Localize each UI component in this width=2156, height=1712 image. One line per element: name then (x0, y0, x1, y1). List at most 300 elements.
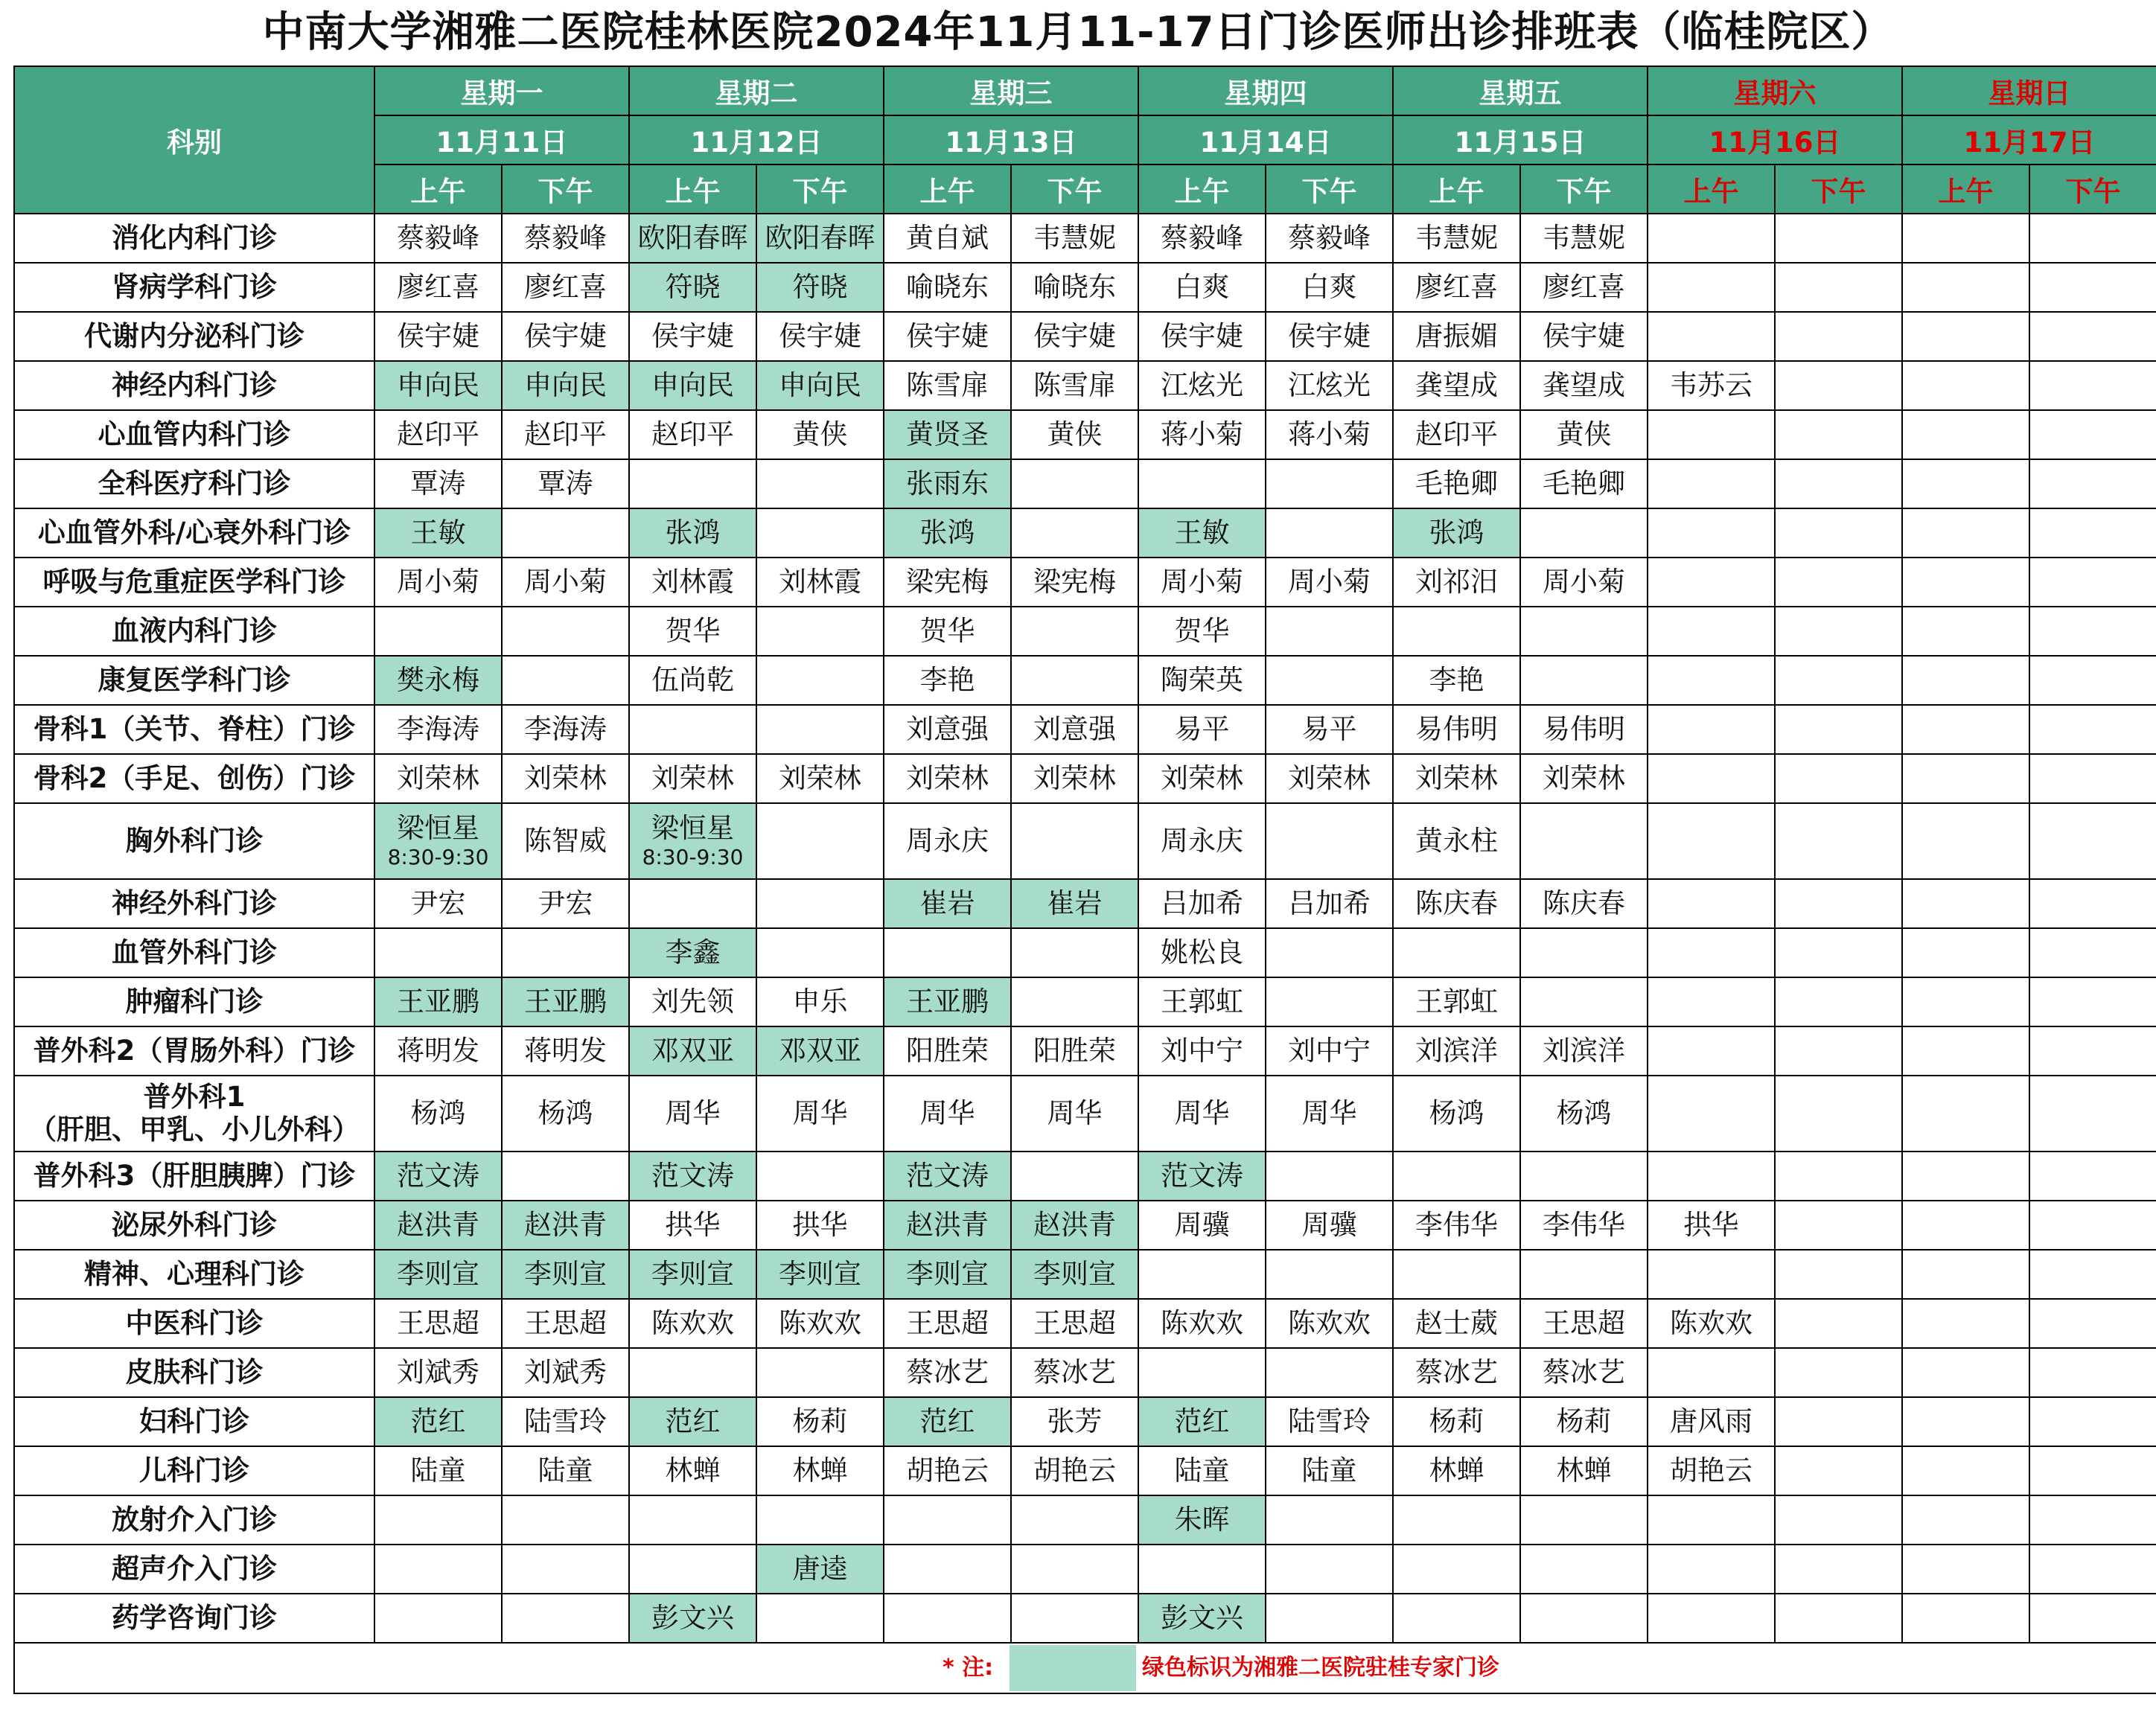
doctor-cell (1902, 928, 2029, 977)
date-header: 11月14日 (1138, 115, 1393, 165)
doctor-name: 蒋小菊 (1161, 418, 1243, 450)
department-name (14, 410, 374, 459)
weekday-header: 星期五 (1393, 66, 1648, 115)
doctor-cell (1902, 1299, 2029, 1348)
department-name (14, 508, 374, 558)
department-name (14, 656, 374, 705)
table-row (14, 361, 2156, 410)
doctor-name: 赵印平 (397, 418, 479, 450)
doctor-cell (756, 410, 884, 459)
doctor-name: 陆童 (1301, 1454, 1357, 1486)
doctor-name: 蒋小菊 (1288, 418, 1371, 450)
doctor-cell (1266, 1201, 1393, 1250)
doctor-cell (884, 1545, 1011, 1594)
afternoon-header: 下午 (756, 165, 884, 214)
weekday-header: 星期二 (629, 66, 884, 115)
doctor-cell (1775, 1201, 1902, 1250)
doctor-cell (1775, 1076, 1902, 1152)
doctor-name: 黄侠 (1556, 418, 1612, 450)
doctor-cell (1011, 879, 1138, 928)
doctor-cell (1520, 656, 1648, 705)
doctor-name: 蒋明发 (524, 1035, 607, 1067)
doctor-cell (1902, 1250, 2029, 1299)
doctor-name: 王敏 (1174, 517, 1230, 549)
doctor-name: 陆雪玲 (1288, 1405, 1371, 1437)
doctor-name: 拱华 (792, 1209, 848, 1241)
doctor-cell (1138, 656, 1266, 705)
doctor-name: 陈庆春 (1415, 887, 1498, 919)
doctor-cell (1138, 459, 1266, 508)
date-header: 11月13日 (884, 115, 1138, 165)
afternoon-header: 下午 (1775, 165, 1902, 214)
doctor-name: 韦慧妮 (1415, 222, 1498, 254)
doctor-cell (756, 263, 884, 312)
doctor-name: 毛艳卿 (1415, 467, 1498, 499)
department-name (14, 214, 374, 263)
doctor-name: 赵洪青 (397, 1209, 479, 1241)
doctor-cell (502, 754, 629, 803)
doctor-cell (2029, 607, 2156, 656)
doctor-cell (756, 1026, 884, 1076)
doctor-name: 周华 (1047, 1097, 1103, 1129)
department-name (14, 263, 374, 312)
department-name (14, 607, 374, 656)
table-row (14, 656, 2156, 705)
doctor-name: 刘荣林 (651, 762, 734, 794)
table-row (14, 705, 2156, 754)
department-name (14, 1495, 374, 1545)
doctor-cell (1648, 214, 1775, 263)
doctor-cell (502, 879, 629, 928)
doctor-cell (1266, 1446, 1393, 1495)
doctor-cell (1393, 361, 1520, 410)
doctor-name: 王亚鹏 (906, 986, 989, 1018)
doctor-name: 易伟明 (1415, 713, 1498, 745)
weekday-header: 星期四 (1138, 66, 1393, 115)
doctor-cell (756, 754, 884, 803)
doctor-cell (1266, 1397, 1393, 1446)
doctor-cell (1775, 977, 1902, 1026)
doctor-cell (374, 1026, 502, 1076)
department-label: 精神、心理科门诊 (84, 1258, 304, 1290)
doctor-cell (1520, 1348, 1648, 1397)
doctor-name: 杨鸿 (410, 1097, 466, 1129)
doctor-cell (1138, 1201, 1266, 1250)
doctor-cell (1266, 977, 1393, 1026)
doctor-cell (374, 656, 502, 705)
table-row (14, 263, 2156, 312)
doctor-name: 申向民 (651, 369, 734, 401)
doctor-name: 刘荣林 (397, 762, 479, 794)
doctor-cell (2029, 508, 2156, 558)
department-name (14, 705, 374, 754)
doctor-cell (374, 1348, 502, 1397)
afternoon-header: 下午 (1266, 165, 1393, 214)
doctor-cell (884, 1201, 1011, 1250)
department-name (14, 1152, 374, 1201)
doctor-cell (1775, 754, 1902, 803)
doctor-cell (756, 1348, 884, 1397)
doctor-cell (756, 312, 884, 361)
doctor-cell (1393, 754, 1520, 803)
doctor-name: 唐风雨 (1670, 1405, 1752, 1437)
doctor-name: 吕加希 (1288, 887, 1371, 919)
doctor-cell (884, 312, 1011, 361)
doctor-cell (1520, 361, 1648, 410)
doctor-name: 廖红喜 (524, 271, 607, 303)
doctor-name: 吕加希 (1161, 887, 1243, 919)
doctor-cell (884, 410, 1011, 459)
department-name (14, 1397, 374, 1446)
doctor-cell (884, 361, 1011, 410)
department-name (14, 1076, 374, 1152)
doctor-cell (1011, 1545, 1138, 1594)
doctor-name: 廖红喜 (1543, 271, 1625, 303)
weekday-header: 星期六 (1648, 66, 1902, 115)
doctor-name: 黄侠 (1047, 418, 1103, 450)
doctor-cell (884, 1348, 1011, 1397)
doctor-name: 侯宇婕 (397, 320, 479, 352)
doctor-name: 梁恒星 (651, 812, 734, 844)
doctor-cell (1393, 1545, 1520, 1594)
department-label: 血液内科门诊 (112, 615, 277, 647)
doctor-name: 陶荣英 (1161, 664, 1243, 696)
doctor-name: 刘荣林 (1033, 762, 1116, 794)
doctor-cell (629, 928, 756, 977)
doctor-cell (1138, 1545, 1266, 1594)
morning-header: 上午 (884, 165, 1011, 214)
doctor-cell (1775, 656, 1902, 705)
doctor-name: 张鸿 (665, 517, 721, 549)
doctor-name: 唐振媚 (1415, 320, 1498, 352)
doctor-name: 杨鸿 (538, 1097, 593, 1129)
doctor-cell (1520, 1495, 1648, 1545)
doctor-name: 赵洪青 (524, 1209, 607, 1241)
doctor-name: 申向民 (779, 369, 861, 401)
doctor-name: 崔岩 (919, 887, 975, 919)
doctor-cell (629, 1594, 756, 1643)
doctor-name: 刘先领 (651, 986, 734, 1018)
doctor-name: 韦苏云 (1670, 369, 1752, 401)
doctor-cell (2029, 1152, 2156, 1201)
doctor-cell (502, 1446, 629, 1495)
doctor-cell (1011, 361, 1138, 410)
department-label: 肾病学科门诊 (112, 271, 277, 303)
doctor-cell (1520, 1076, 1648, 1152)
doctor-name: 王思超 (906, 1307, 989, 1339)
doctor-cell (1648, 1594, 1775, 1643)
doctor-name: 赵士葳 (1415, 1307, 1498, 1339)
doctor-cell (1011, 803, 1138, 879)
doctor-cell (1648, 312, 1775, 361)
morning-header: 上午 (1138, 165, 1266, 214)
doctor-cell (629, 1397, 756, 1446)
doctor-cell (1138, 1026, 1266, 1076)
doctor-cell (1902, 1446, 2029, 1495)
doctor-name: 赵洪青 (1033, 1209, 1116, 1241)
doctor-cell (502, 803, 629, 879)
doctor-cell (1648, 1446, 1775, 1495)
doctor-cell (629, 312, 756, 361)
doctor-name: 周永庆 (1161, 825, 1243, 857)
doctor-name: 王郭虹 (1415, 986, 1498, 1018)
doctor-cell (1266, 1250, 1393, 1299)
doctor-cell (1393, 558, 1520, 607)
doctor-name: 刘祁汨 (1415, 566, 1498, 598)
doctor-cell (1520, 263, 1648, 312)
doctor-cell (1648, 459, 1775, 508)
doctor-cell (1775, 1545, 1902, 1594)
doctor-name: 刘意强 (1033, 713, 1116, 745)
footnote-text: 绿色标识为湘雅二医院驻桂专家门诊 (1142, 1655, 1499, 1681)
doctor-cell (1138, 1152, 1266, 1201)
doctor-cell (1775, 879, 1902, 928)
doctor-name: 陈雪扉 (906, 369, 989, 401)
doctor-name: 范文涛 (906, 1160, 989, 1192)
doctor-cell (884, 1594, 1011, 1643)
doctor-name: 范文涛 (651, 1160, 734, 1192)
doctor-cell (1266, 1495, 1393, 1545)
doctor-name: 刘荣林 (1161, 762, 1243, 794)
doctor-name: 林蝉 (665, 1454, 721, 1486)
doctor-cell (2029, 1250, 2156, 1299)
doctor-name: 覃涛 (538, 467, 593, 499)
doctor-name: 江炫光 (1161, 369, 1243, 401)
doctor-name: 梁恒星 (397, 812, 479, 844)
doctor-name: 阳胜荣 (1033, 1035, 1116, 1067)
doctor-cell (502, 508, 629, 558)
doctor-cell (1266, 1152, 1393, 1201)
doctor-cell (1902, 1076, 2029, 1152)
doctor-cell (1902, 607, 2029, 656)
department-label: 普外科1 (143, 1081, 246, 1113)
doctor-cell (1648, 1250, 1775, 1299)
doctor-name: 侯宇婕 (1161, 320, 1243, 352)
doctor-cell (629, 1201, 756, 1250)
doctor-name: 唐逵 (792, 1553, 848, 1585)
doctor-name: 范红 (1174, 1405, 1230, 1437)
doctor-cell (1648, 928, 1775, 977)
doctor-cell (2029, 1026, 2156, 1076)
doctor-cell (1775, 1446, 1902, 1495)
doctor-cell (756, 361, 884, 410)
doctor-cell (1138, 879, 1266, 928)
doctor-cell (2029, 312, 2156, 361)
doctor-name: 喻晓东 (906, 271, 989, 303)
doctor-name: 刘荣林 (1543, 762, 1625, 794)
doctor-cell (2029, 656, 2156, 705)
doctor-cell (1266, 1076, 1393, 1152)
doctor-name: 侯宇婕 (524, 320, 607, 352)
doctor-cell (1775, 803, 1902, 879)
department-name (14, 1250, 374, 1299)
doctor-cell (1775, 1348, 1902, 1397)
doctor-cell (1902, 1594, 2029, 1643)
doctor-cell (1648, 1076, 1775, 1152)
doctor-name: 范文涛 (1161, 1160, 1243, 1192)
doctor-name: 陆童 (1174, 1454, 1230, 1486)
doctor-cell (1902, 1152, 2029, 1201)
doctor-cell (1520, 705, 1648, 754)
doctor-cell (374, 754, 502, 803)
doctor-cell (2029, 558, 2156, 607)
doctor-cell (502, 1397, 629, 1446)
doctor-cell (502, 1348, 629, 1397)
doctor-cell (1011, 1201, 1138, 1250)
date-header: 11月11日 (374, 115, 629, 165)
doctor-cell (884, 1250, 1011, 1299)
doctor-cell (1648, 361, 1775, 410)
doctor-name: 刘林霞 (779, 566, 861, 598)
doctor-cell (884, 705, 1011, 754)
doctor-name: 易平 (1301, 713, 1357, 745)
department-name (14, 803, 374, 879)
doctor-cell (502, 1545, 629, 1594)
doctor-name: 陆童 (410, 1454, 466, 1486)
table-row (14, 1076, 2156, 1152)
doctor-cell (1648, 1152, 1775, 1201)
doctor-name: 黄永柱 (1415, 825, 1498, 857)
doctor-name: 周骥 (1174, 1209, 1230, 1241)
doctor-name: 王思超 (524, 1307, 607, 1339)
doctor-name: 尹宏 (410, 887, 466, 919)
doctor-cell (1648, 1348, 1775, 1397)
doctor-name: 蔡毅峰 (1288, 222, 1371, 254)
doctor-cell (502, 1076, 629, 1152)
doctor-name: 蔡毅峰 (397, 222, 479, 254)
doctor-cell (1902, 803, 2029, 879)
doctor-name: 贺华 (1174, 615, 1230, 647)
doctor-cell (374, 558, 502, 607)
doctor-name: 张鸿 (1429, 517, 1484, 549)
doctor-name: 陈欢欢 (1288, 1307, 1371, 1339)
doctor-name: 杨鸿 (1556, 1097, 1612, 1129)
dept-column-header: 科别 (14, 66, 374, 214)
doctor-cell (374, 705, 502, 754)
department-label: 肿瘤科门诊 (125, 986, 264, 1018)
doctor-cell (1138, 607, 1266, 656)
doctor-name: 韦慧妮 (1033, 222, 1116, 254)
doctor-name: 拱华 (1683, 1209, 1739, 1241)
doctor-name: 杨莉 (1429, 1405, 1484, 1437)
doctor-name: 范红 (665, 1405, 721, 1437)
doctor-name: 韦慧妮 (1543, 222, 1625, 254)
doctor-cell (756, 1495, 884, 1545)
doctor-cell (1011, 1495, 1138, 1545)
doctor-cell (502, 928, 629, 977)
doctor-name: 周小菊 (1543, 566, 1625, 598)
doctor-name: 刘林霞 (651, 566, 734, 598)
department-name (14, 558, 374, 607)
department-name (14, 1446, 374, 1495)
time-slot: 8:30-9:30 (642, 845, 744, 869)
doctor-name: 毛艳卿 (1543, 467, 1625, 499)
doctor-cell (1902, 977, 2029, 1026)
doctor-cell (629, 1446, 756, 1495)
doctor-name: 张雨东 (906, 467, 989, 499)
doctor-cell (1648, 410, 1775, 459)
doctor-name: 王亚鹏 (524, 986, 607, 1018)
doctor-cell (1520, 214, 1648, 263)
doctor-cell (884, 508, 1011, 558)
doctor-cell (1648, 1299, 1775, 1348)
doctor-cell (502, 705, 629, 754)
table-row (14, 607, 2156, 656)
doctor-cell (2029, 1594, 2156, 1643)
doctor-cell (2029, 361, 2156, 410)
doctor-cell (1648, 1545, 1775, 1594)
doctor-name: 尹宏 (538, 887, 593, 919)
doctor-cell (756, 1299, 884, 1348)
doctor-cell (1138, 1397, 1266, 1446)
doctor-cell (756, 928, 884, 977)
doctor-name: 白爽 (1174, 271, 1230, 303)
doctor-name: 江炫光 (1288, 369, 1371, 401)
doctor-cell (1011, 508, 1138, 558)
doctor-cell (1775, 459, 1902, 508)
doctor-cell (502, 1594, 629, 1643)
doctor-cell (374, 312, 502, 361)
doctor-name: 周小菊 (397, 566, 479, 598)
doctor-name: 李则宣 (524, 1258, 607, 1290)
doctor-cell (1266, 508, 1393, 558)
doctor-cell (1775, 312, 1902, 361)
doctor-name: 蔡毅峰 (524, 222, 607, 254)
doctor-cell (1648, 705, 1775, 754)
doctor-cell (1520, 607, 1648, 656)
doctor-cell (756, 1594, 884, 1643)
doctor-name: 王亚鹏 (397, 986, 479, 1018)
doctor-name: 范红 (410, 1405, 466, 1437)
doctor-cell (502, 410, 629, 459)
doctor-cell (2029, 928, 2156, 977)
doctor-cell (1011, 1026, 1138, 1076)
doctor-cell (502, 1152, 629, 1201)
doctor-name: 周华 (1174, 1097, 1230, 1129)
department-label: 普外科2（胃肠外科）门诊 (33, 1035, 356, 1067)
doctor-cell (1775, 1495, 1902, 1545)
doctor-cell (1011, 1299, 1138, 1348)
doctor-cell (1266, 312, 1393, 361)
doctor-name: 刘滨洋 (1415, 1035, 1498, 1067)
doctor-cell (1520, 1299, 1648, 1348)
doctor-cell (2029, 803, 2156, 879)
doctor-name: 刘滨洋 (1543, 1035, 1625, 1067)
footnote (14, 1643, 2156, 1693)
doctor-cell (374, 879, 502, 928)
doctor-cell (1266, 1348, 1393, 1397)
doctor-name: 黄侠 (792, 418, 848, 450)
doctor-cell (1393, 1299, 1520, 1348)
afternoon-header: 下午 (2029, 165, 2156, 214)
table-body (14, 214, 2156, 1643)
doctor-cell (1393, 214, 1520, 263)
doctor-cell (1902, 1545, 2029, 1594)
department-name (14, 1545, 374, 1594)
doctor-cell (1138, 1250, 1266, 1299)
department-label: 普外科3（肝胆胰脾）门诊 (33, 1160, 356, 1192)
doctor-cell (1266, 879, 1393, 928)
doctor-cell (884, 754, 1011, 803)
doctor-cell (1902, 879, 2029, 928)
doctor-name: 易平 (1174, 713, 1230, 745)
doctor-cell (2029, 459, 2156, 508)
doctor-cell (374, 459, 502, 508)
doctor-name: 伍尚乾 (651, 664, 734, 696)
doctor-cell (1011, 410, 1138, 459)
doctor-name: 彭文兴 (1161, 1602, 1243, 1634)
doctor-cell (756, 214, 884, 263)
